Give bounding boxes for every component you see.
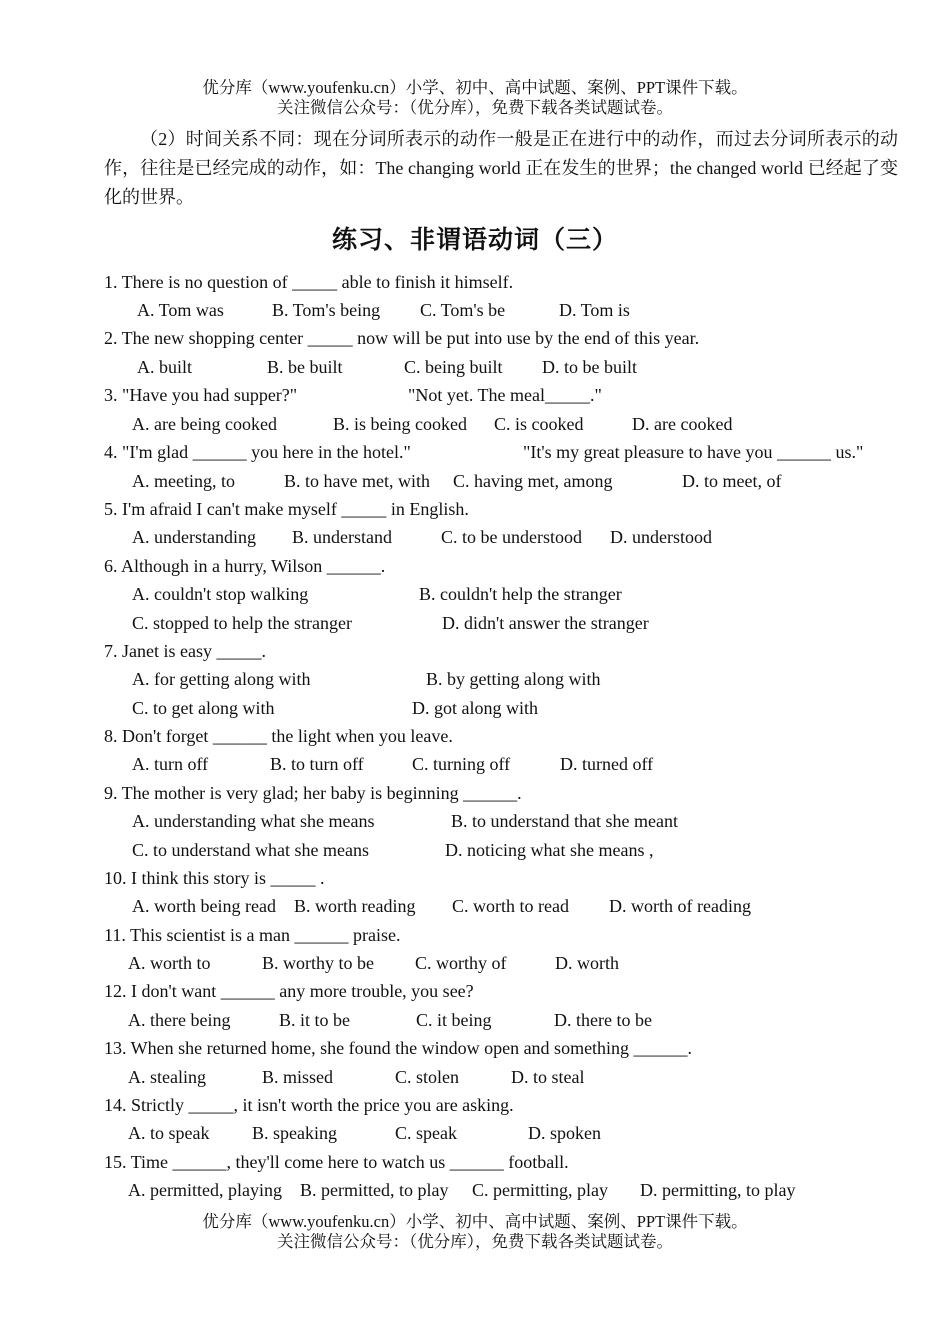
option-d: D. are cooked bbox=[632, 414, 733, 434]
option-d: D. turned off bbox=[560, 754, 654, 774]
option-c: C. to get along with bbox=[132, 698, 275, 718]
option-b: B. worth reading bbox=[294, 896, 416, 916]
option-d: D. spoken bbox=[528, 1123, 601, 1143]
option-a: A. Tom was bbox=[137, 300, 224, 320]
option-d: D. Tom is bbox=[559, 300, 630, 320]
option-a: A. there being bbox=[128, 1010, 231, 1030]
option-a: A. understanding what she means bbox=[132, 811, 375, 831]
footer-line-2: 关注微信公众号：（优分库），免费下载各类试题试卷。 bbox=[277, 1232, 673, 1251]
option-d: D. understood bbox=[610, 527, 712, 547]
option-b: B. couldn't help the stranger bbox=[419, 584, 622, 604]
question-stem: 14. Strictly _____, it isn't worth the price you are asking. bbox=[104, 1095, 514, 1115]
option-c: C. stopped to help the stranger bbox=[132, 613, 352, 633]
option-b: B. speaking bbox=[252, 1123, 337, 1143]
option-b: B. to have met, with bbox=[284, 471, 430, 491]
question-stem: 6. Although in a hurry, Wilson ______. bbox=[104, 556, 386, 576]
option-a: A. to speak bbox=[128, 1123, 210, 1143]
option-d: D. didn't answer the stranger bbox=[442, 613, 649, 633]
option-d: D. permitting, to play bbox=[640, 1180, 796, 1200]
option-c: C. worth to read bbox=[452, 896, 569, 916]
option-c: C. to be understood bbox=[441, 527, 582, 547]
question-stem-reply: "It's my great pleasure to have you ______ us." bbox=[523, 442, 864, 462]
option-c: C. stolen bbox=[395, 1067, 460, 1087]
footer-line-1: 优分库（www.youfenku.cn）小学、初中、高中试题、案例、PPT课件下载。 bbox=[202, 1212, 748, 1231]
question-stem: 12. I don't want ______ any more trouble, you see? bbox=[104, 981, 474, 1001]
option-b: B. to turn off bbox=[270, 754, 364, 774]
option-c: C. turning off bbox=[412, 754, 511, 774]
option-b: B. it to be bbox=[279, 1010, 350, 1030]
header-line-1: 优分库（www.youfenku.cn）小学、初中、高中试题、案例、PPT课件下载。 bbox=[202, 78, 748, 97]
intro-paragraph: （2）时间关系不同：现在分词所表示的动作一般是正在进行中的动作，而过去分词所表示的动作，往往是已经完成的动作，如：The changing world 正在发生的世界；the changed world 已经起了变化的世界。 bbox=[104, 129, 898, 207]
option-d: D. noticing what she means , bbox=[445, 840, 654, 860]
page-title: 练习、非谓语动词（三） bbox=[331, 225, 618, 254]
option-c: C. worthy of bbox=[415, 953, 507, 973]
option-c: C. to understand what she means bbox=[132, 840, 369, 860]
option-c: C. it being bbox=[416, 1010, 492, 1030]
option-c: C. having met, among bbox=[453, 471, 613, 491]
question-stem: 7. Janet is easy _____. bbox=[104, 641, 266, 661]
question-stem: 9. The mother is very glad; her baby is beginning ______. bbox=[104, 783, 522, 803]
option-a: A. understanding bbox=[132, 527, 256, 547]
option-b: B. worthy to be bbox=[262, 953, 374, 973]
option-a: A. are being cooked bbox=[132, 414, 277, 434]
question-stem: 4. "I'm glad ______ you here in the hotel." bbox=[104, 442, 411, 462]
option-d: D. worth bbox=[555, 953, 619, 973]
option-b: B. be built bbox=[267, 357, 343, 377]
option-c: C. speak bbox=[395, 1123, 457, 1143]
option-b: B. is being cooked bbox=[333, 414, 467, 434]
option-b: B. to understand that she meant bbox=[451, 811, 678, 831]
question-stem: 15. Time ______, they'll come here to watch us ______ football. bbox=[104, 1152, 569, 1172]
option-b: B. permitted, to play bbox=[300, 1180, 449, 1200]
question-stem-reply: "Not yet. The meal_____." bbox=[408, 385, 602, 405]
option-a: A. permitted, playing bbox=[128, 1180, 282, 1200]
option-d: D. got along with bbox=[412, 698, 538, 718]
option-b: B. by getting along with bbox=[426, 669, 601, 689]
option-c: C. being built bbox=[404, 357, 503, 377]
question-stem: 13. When she returned home, she found the window open and something ______. bbox=[104, 1038, 693, 1058]
option-b: B. missed bbox=[262, 1067, 334, 1087]
option-a: A. couldn't stop walking bbox=[132, 584, 309, 604]
option-d: D. to be built bbox=[542, 357, 637, 377]
option-d: D. to meet, of bbox=[682, 471, 782, 491]
option-a: A. for getting along with bbox=[132, 669, 311, 689]
option-b: B. understand bbox=[292, 527, 392, 547]
question-stem: 11. This scientist is a man ______ praise. bbox=[104, 925, 401, 945]
question-stem: 2. The new shopping center _____ now will be put into use by the end of this year. bbox=[104, 328, 700, 348]
option-a: A. worth to bbox=[128, 953, 211, 973]
option-a: A. built bbox=[137, 357, 193, 377]
option-d: D. worth of reading bbox=[609, 896, 751, 916]
option-a: A. worth being read bbox=[132, 896, 276, 916]
option-c: C. is cooked bbox=[494, 414, 584, 434]
option-d: D. there to be bbox=[554, 1010, 652, 1030]
option-c: C. permitting, play bbox=[472, 1180, 608, 1200]
question-stem: 8. Don't forget ______ the light when you leave. bbox=[104, 726, 453, 746]
option-a: A. turn off bbox=[132, 754, 209, 774]
option-a: A. meeting, to bbox=[132, 471, 235, 491]
question-stem: 5. I'm afraid I can't make myself _____ in English. bbox=[104, 499, 469, 519]
option-a: A. stealing bbox=[128, 1067, 206, 1087]
option-d: D. to steal bbox=[511, 1067, 585, 1087]
option-b: B. Tom's being bbox=[272, 300, 381, 320]
question-stem: 10. I think this story is _____ . bbox=[104, 868, 325, 888]
header-line-2: 关注微信公众号：（优分库），免费下载各类试题试卷。 bbox=[277, 98, 673, 117]
question-stem: 1. There is no question of _____ able to finish it himself. bbox=[104, 272, 514, 292]
question-stem: 3. "Have you had supper?" bbox=[104, 385, 298, 405]
option-c: C. Tom's be bbox=[420, 300, 506, 320]
